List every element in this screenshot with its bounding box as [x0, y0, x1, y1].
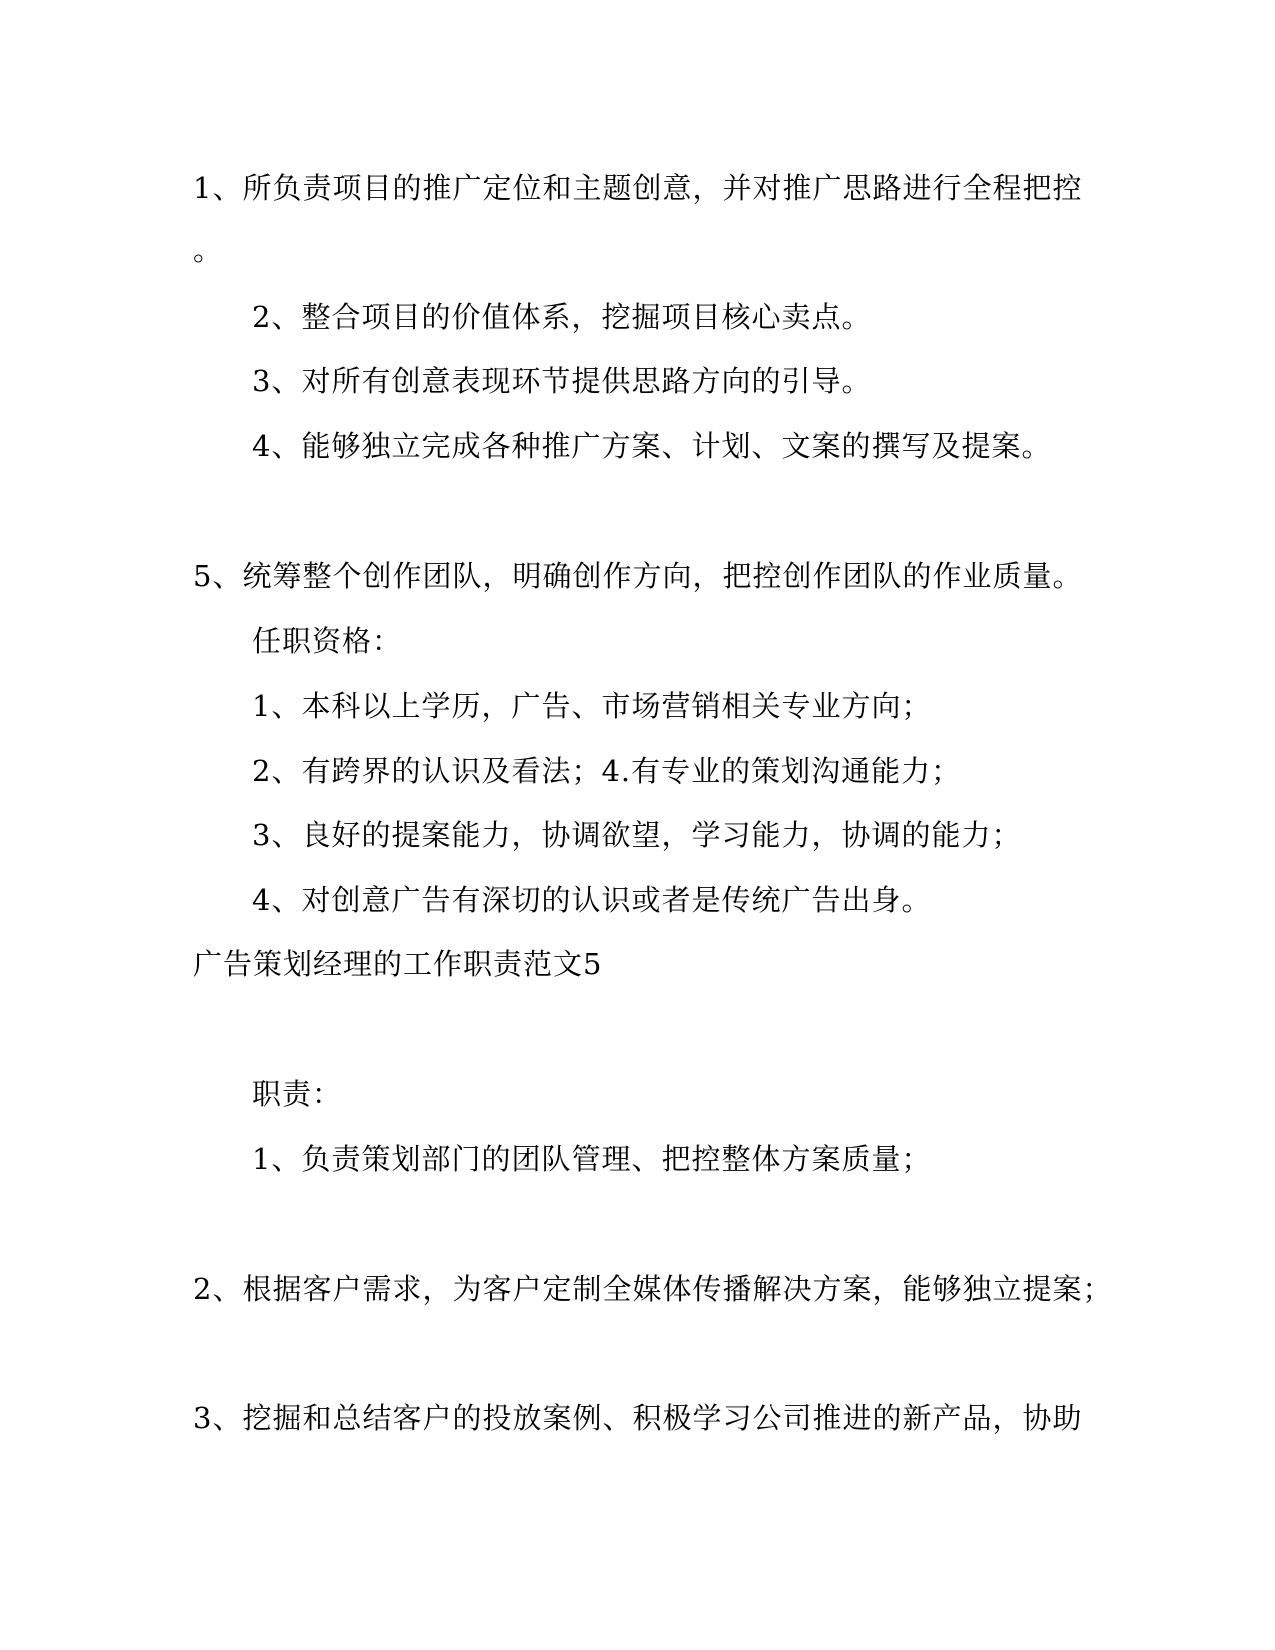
paragraph-line: 3、对所有创意表现环节提供思路方向的引导。 — [252, 364, 872, 398]
paragraph-line: 2、有跨界的认识及看法；4.有专业的策划沟通能力； — [252, 754, 962, 788]
section-label: 任职资格： — [252, 624, 403, 658]
paragraph-line: 5、统筹整个创作团队，明确创作方向，把控创作团队的作业质量。 — [193, 559, 1083, 593]
paragraph-line: 3、良好的提案能力，协调欲望，学习能力，协调的能力； — [252, 818, 1022, 852]
paragraph-line: 4、能够独立完成各种推广方案、计划、文案的撰写及提案。 — [252, 429, 1052, 463]
paragraph-line: 1、所负责项目的推广定位和主题创意，并对推广思路进行全程把控 — [193, 171, 1083, 205]
paragraph-line: 2、整合项目的价值体系，挖掘项目核心卖点。 — [252, 300, 872, 334]
paragraph-line: 2、根据客户需求，为客户定制全媒体传播解决方案，能够独立提案； — [193, 1272, 1113, 1306]
paragraph-line: 1、负责策划部门的团队管理、把控整体方案质量； — [252, 1142, 932, 1176]
section-label: 职责： — [252, 1077, 343, 1111]
section-heading: 广告策划经理的工作职责范文5 — [193, 947, 603, 981]
paragraph-line: 4、对创意广告有深切的认识或者是传统广告出身。 — [252, 883, 932, 917]
paragraph-line: 。 — [193, 233, 224, 267]
paragraph-line: 3、挖掘和总结客户的投放案例、积极学习公司推进的新产品，协助 — [193, 1401, 1083, 1435]
paragraph-line: 1、本科以上学历，广告、市场营销相关专业方向； — [252, 689, 932, 723]
